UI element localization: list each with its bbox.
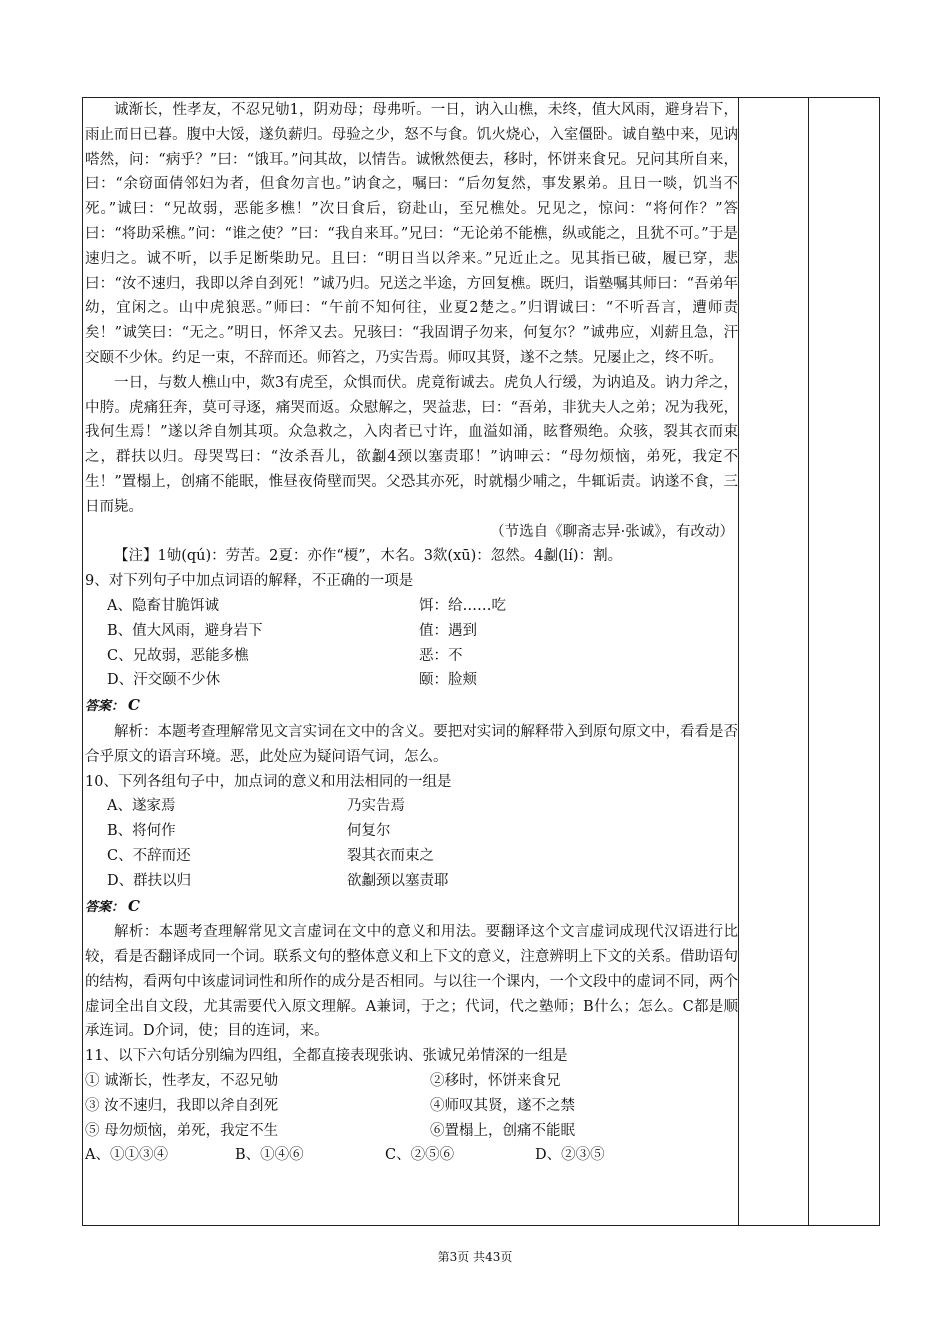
answer-value: C (128, 696, 140, 715)
question-9-option-c (85, 644, 738, 669)
option-compare: 乃实告焉 (347, 798, 405, 815)
choice-d: D、②③⑤ (535, 1147, 605, 1164)
page-number: 第3页 共43页 (437, 1250, 513, 1264)
question-10-stem: 10、下列各组句子中，加点词的意义和用法相同的一组是 (85, 773, 452, 790)
option-text: A、遂家焉 (107, 798, 176, 815)
question-11-choices (85, 1143, 738, 1168)
sentence-item: ②移时，怀饼来食兄 (430, 1073, 561, 1090)
question-10-option-c (85, 844, 738, 869)
option-gloss: 颐：脸颊 (419, 672, 477, 689)
sentence-item: ① 诚渐长，性孝友，不忍兄劬 (85, 1073, 279, 1090)
question-10-option-b (85, 819, 738, 844)
question-10-option-a (85, 794, 738, 819)
option-gloss: 恶：不 (419, 647, 463, 664)
option-compare: 何复尔 (347, 823, 391, 840)
passage-source: （节选自《聊斋志异·张诚》，有改动） (490, 523, 734, 540)
passage-note: 【注】1劬(qú)：劳苦。2夏：亦作“榎”，木名。3欻(xū)：忽然。4劙(lí)：割。 (114, 548, 623, 565)
choice-a: A、①①③④ (85, 1147, 168, 1164)
answer-label: 答案： (85, 699, 125, 715)
option-text: D、群扶以归 (107, 872, 192, 889)
page-table (82, 97, 880, 1226)
question-10-answer (85, 894, 738, 921)
main-content (83, 98, 738, 1168)
question-9-option-d (85, 668, 738, 693)
option-text: C、不辞而还 (107, 847, 191, 864)
question-9-stem: 9、对下列句子中加点词语的解释，不正确的一项是 (85, 573, 414, 590)
option-gloss: 饵：给……吃 (419, 597, 506, 614)
passage-paragraph-2: 一日，与数人樵山中，欻3有虎至，众惧而伏。虎竟衔诚去。虎负人行缓，为讷追及。讷力斧之，中胯。虎痛狂奔，莫可寻逐，痛哭而返。众慰解之，哭益悲，曰：“吾弟，非犹夫人之弟；况为我死，我何生焉！”遂以斧自刎其项。众急救之，入肉者已寸许，血溢如涌，眩瞀殒绝。众骇，裂其衣而束之，群扶以归。母哭骂曰：“汝杀吾儿，欲劙4颈以塞责耶！”讷呻云：“母勿烦恼，弟死，我定不生！”置榻上，创痛不能眠，惟昼夜倚壁而哭。父恐其亦死，时就榻少哺之，牛辄诟责。讷遂不食，三日而毙。 (85, 374, 738, 515)
sentence-item: ③ 汝不速归，我即以斧自刭死 (85, 1097, 279, 1114)
option-text: B、将何作 (107, 823, 176, 840)
question-9-option-b (85, 619, 738, 644)
passage-paragraph-1: 诚渐长，性孝友，不忍兄劬1，阴劝母；母弗听。一日，讷入山樵，未终，值大风雨，避身岩下，雨止而日已暮。腹中大馁，遂负薪归。母验之少，怒不与食。饥火烧心，入室僵卧。诚自塾中来，见讷嗒然，问：“病乎？”曰：“饿耳。”问其故，以情告。诚愀然便去，移时，怀饼来食兄。兄问其所自来，曰：“余窃面倩邻妇为者，但食勿言也。”讷食之，嘱曰：“后勿复然，事发累弟。且日一啖，饥当不死。”诚曰：“兄故弱，恶能多樵！”次日食后，窃赴山，至兄樵处。兄见之，惊问：“将何作？”答曰：“将助采樵。”问：“谁之使？”曰：“我自来耳。”兄曰：“无论弟不能樵，纵或能之，且犹不可。”于是速归之。诚不听，以手足断柴助兄。且曰：“明日当以斧来。”兄近止之。见其指已破，履已穿，悲曰：“汝不速归，我即以斧自刭死！”诚乃归。兄送之半途，方回复樵。既归，诣塾嘱其师曰：“吾弟年幼，宜闲之。山中虎狼恶。”师曰：“午前不知何往，业夏2楚之。”归谓诚曰：“不听吾言，遭师责矣！”诚笑曰：“无之。”明日，怀斧又去。兄骇曰：“我固谓子勿来，何复尔？”诚弗应，刈薪且急，汗交颐不少休。约足一束，不辞而还。师笞之，乃实告焉。师叹其贤，遂不之禁。兄屡止之，终不听。 (85, 102, 738, 366)
choice-c: C、②⑤⑥ (385, 1147, 455, 1164)
question-10-explanation: 解析：本题考查理解常见文言虚词在文中的意义和用法。要翻译这个文言虚词成现代汉语进行比较，看是否翻译成同一个词。联系文句的整体意义和上下文的意义，注意辨明上下文的关系。借助语句的结构，看两句中该虚词词性和所作的成分是否相同。与以往一个课内，一个文段中的虚词不同，两个虚词全出自文段，尤其需要代入原文理解。A兼词，于之；代词，代之塾师；B什么；怎么。C都是顺承连词。D介词，使；目的连词，来。 (85, 924, 738, 1040)
question-11-stem: 11、以下六句话分别编为四组，全都直接表现张讷、张诚兄弟情深的一组是 (85, 1048, 568, 1065)
answer-value: C (128, 896, 140, 915)
question-11-row (85, 1119, 738, 1144)
option-text: D、汗交颐不少休 (107, 672, 221, 689)
sentence-item: ④师叹其贤，遂不之禁 (430, 1097, 575, 1114)
option-gloss: 值：遇到 (419, 622, 477, 639)
option-text: C、兄故弱，恶能多樵 (107, 647, 249, 664)
question-11-row (85, 1094, 738, 1119)
question-9-explanation: 解析：本题考查理解常见文言实词在文中的含义。要把对实词的解释带入到原句原文中，看看是否合乎原文的语言环境。恶，此处应为疑问语气词，怎么。 (85, 723, 738, 765)
answer-label: 答案： (85, 899, 125, 915)
column-divider (738, 98, 739, 1225)
sentence-item: ⑥置榻上，创痛不能眠 (430, 1122, 575, 1139)
sentence-item: ⑤ 母勿烦恼，弟死，我定不生 (85, 1122, 279, 1139)
option-compare: 裂其衣而束之 (347, 847, 434, 864)
question-9-option-a (85, 594, 738, 619)
question-10-option-d (85, 869, 738, 894)
column-divider (808, 98, 809, 1225)
option-text: A、隐畜甘脆饵诚 (107, 597, 219, 614)
question-11-row (85, 1069, 738, 1094)
choice-b: B、①④⑥ (235, 1147, 304, 1164)
option-compare: 欲劙颈以塞责耶 (347, 872, 449, 889)
option-text: B、值大风雨，避身岩下 (107, 622, 263, 639)
question-9-answer (85, 693, 738, 720)
